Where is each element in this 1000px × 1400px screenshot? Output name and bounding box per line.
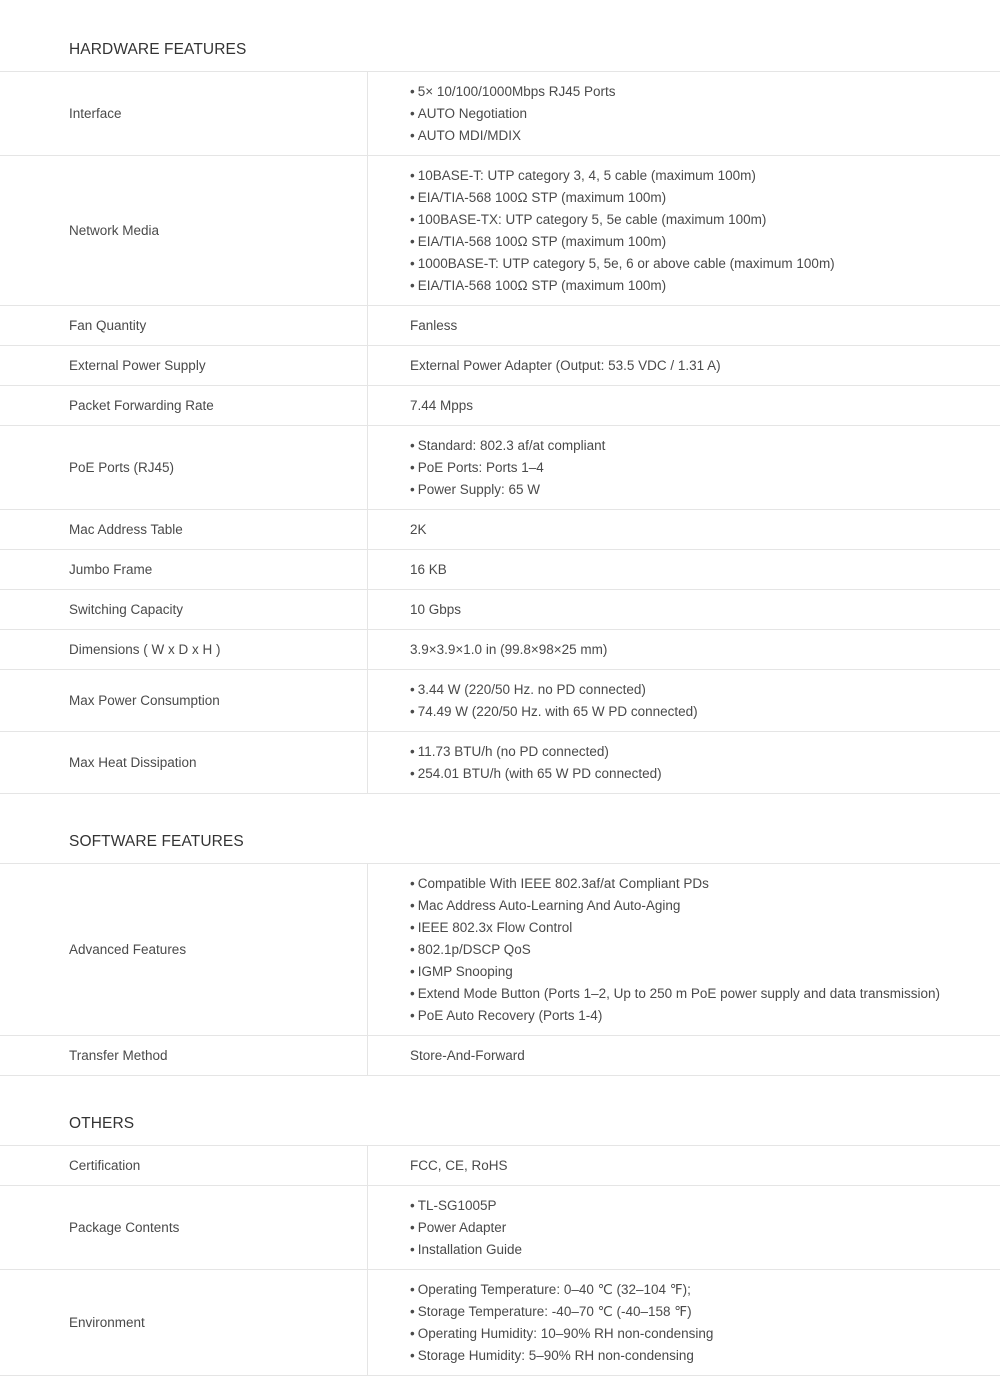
spec-row <box>0 426 1000 510</box>
spec-value-bullet: • EIA/TIA-568 100Ω STP (maximum 100m) <box>410 231 1000 253</box>
spec-value-text: 3.9×3.9×1.0 in (99.8×98×25 mm) <box>410 641 608 657</box>
spec-label: PoE Ports (RJ45) <box>0 426 368 509</box>
spec-section <box>0 794 1000 1076</box>
spec-value-bullet: • Power Adapter <box>410 1217 1000 1239</box>
spec-row <box>0 864 1000 1036</box>
spec-value-text: 10 Gbps <box>410 601 462 617</box>
spec-value-bullet: • Operating Humidity: 10–90% RH non-condensing <box>410 1323 1000 1345</box>
spec-label: Environment <box>0 1270 368 1375</box>
spec-value-bullet: • Storage Temperature: -40–70 ℃ (-40–158 ℉) <box>410 1301 1000 1323</box>
spec-value-bullet: • Operating Temperature: 0–40 ℃ (32–104 ℉); <box>410 1279 1000 1301</box>
spec-value-bullet: • 10BASE-T: UTP category 3, 4, 5 cable (maximum 100m) <box>410 165 1000 187</box>
spec-row <box>0 346 1000 386</box>
spec-label: External Power Supply <box>0 346 368 385</box>
spec-value <box>368 156 1000 305</box>
spec-value <box>368 630 1000 669</box>
spec-value-bullet: • EIA/TIA-568 100Ω STP (maximum 100m) <box>410 275 1000 297</box>
spec-section <box>0 1076 1000 1376</box>
spec-value-bullet: • 1000BASE-T: UTP category 5, 5e, 6 or above cable (maximum 100m) <box>410 253 1000 275</box>
spec-row <box>0 306 1000 346</box>
spec-value-text: 16 KB <box>410 561 447 577</box>
spec-value <box>368 732 1000 793</box>
spec-label: Packet Forwarding Rate <box>0 386 368 425</box>
spec-value <box>368 306 1000 345</box>
spec-value <box>368 1036 1000 1075</box>
spec-row <box>0 1186 1000 1270</box>
spec-value-bullet: • 3.44 W (220/50 Hz. no PD connected) <box>410 679 1000 701</box>
spec-value-bullet: • 254.01 BTU/h (with 65 W PD connected) <box>410 763 1000 785</box>
spec-value <box>368 1146 1000 1185</box>
spec-value-bullet: • Power Supply: 65 W <box>410 479 1000 501</box>
spec-value-text: Fanless <box>410 317 458 333</box>
spec-value-text: FCC, CE, RoHS <box>410 1157 508 1173</box>
spec-label: Package Contents <box>0 1186 368 1269</box>
spec-value-bullet: • 100BASE-TX: UTP category 5, 5e cable (maximum 100m) <box>410 209 1000 231</box>
spec-value-bullet: • PoE Ports: Ports 1–4 <box>410 457 1000 479</box>
spec-row <box>0 510 1000 550</box>
spec-value <box>368 550 1000 589</box>
spec-value-bullet: • IEEE 802.3x Flow Control <box>410 917 1000 939</box>
spec-value <box>368 426 1000 509</box>
spec-value-text: Store-And-Forward <box>410 1047 525 1063</box>
spec-value-bullet: • Installation Guide <box>410 1239 1000 1261</box>
section-title-text: OTHERS <box>69 1115 135 1132</box>
spec-value-bullet: • Mac Address Auto-Learning And Auto-Aging <box>410 895 1000 917</box>
spec-row <box>0 1146 1000 1186</box>
spec-value <box>368 1186 1000 1269</box>
spec-label: Fan Quantity <box>0 306 368 345</box>
spec-value-bullet: • AUTO MDI/MDIX <box>410 125 1000 147</box>
spec-value-bullet: • TL-SG1005P <box>410 1195 1000 1217</box>
spec-value-bullet: • 5× 10/100/1000Mbps RJ45 Ports <box>410 81 1000 103</box>
spec-value-bullet: • PoE Auto Recovery (Ports 1-4) <box>410 1005 1000 1027</box>
spec-label: Network Media <box>0 156 368 305</box>
spec-value-bullet: • Extend Mode Button (Ports 1–2, Up to 250 m PoE power supply and data transmission) <box>410 983 1000 1005</box>
spec-label: Dimensions ( W x D x H ) <box>0 630 368 669</box>
spec-value-bullet: • Compatible With IEEE 802.3af/at Compliant PDs <box>410 873 1000 895</box>
spec-value-text: External Power Adapter (Output: 53.5 VDC / 1.31 A) <box>410 357 721 373</box>
spec-label: Switching Capacity <box>0 590 368 629</box>
spec-value-bullet: • 11.73 BTU/h (no PD connected) <box>410 741 1000 763</box>
spec-label: Transfer Method <box>0 1036 368 1075</box>
spec-value-bullet: • Standard: 802.3 af/at compliant <box>410 435 1000 457</box>
spec-row <box>0 386 1000 426</box>
section-title-text: HARDWARE FEATURES <box>69 41 247 58</box>
spec-label: Jumbo Frame <box>0 550 368 589</box>
spec-label: Max Power Consumption <box>0 670 368 731</box>
spec-label: Max Heat Dissipation <box>0 732 368 793</box>
spec-row <box>0 550 1000 590</box>
spec-label: Advanced Features <box>0 864 368 1035</box>
section-title-text: SOFTWARE FEATURES <box>69 833 244 850</box>
section-title <box>0 1076 1000 1146</box>
spec-label: Interface <box>0 72 368 155</box>
spec-row <box>0 72 1000 156</box>
spec-row <box>0 732 1000 794</box>
spec-row <box>0 630 1000 670</box>
spec-value-bullet: • AUTO Negotiation <box>410 103 1000 125</box>
spec-value-bullet: • EIA/TIA-568 100Ω STP (maximum 100m) <box>410 187 1000 209</box>
spec-label: Mac Address Table <box>0 510 368 549</box>
spec-value <box>368 510 1000 549</box>
spec-value <box>368 72 1000 155</box>
spec-value <box>368 590 1000 629</box>
spec-value-bullet: • 802.1p/DSCP QoS <box>410 939 1000 961</box>
spec-value-bullet: • Storage Humidity: 5–90% RH non-condensing <box>410 1345 1000 1367</box>
spec-value <box>368 386 1000 425</box>
spec-value-bullet: • 74.49 W (220/50 Hz. with 65 W PD connected) <box>410 701 1000 723</box>
section-title <box>0 794 1000 864</box>
spec-value-bullet: • IGMP Snooping <box>410 961 1000 983</box>
spec-value-text: 2K <box>410 521 427 537</box>
spec-value <box>368 670 1000 731</box>
spec-row <box>0 670 1000 732</box>
spec-value <box>368 1270 1000 1375</box>
spec-row <box>0 590 1000 630</box>
spec-label: Certification <box>0 1146 368 1185</box>
spec-value <box>368 346 1000 385</box>
spec-row <box>0 1270 1000 1376</box>
spec-value <box>368 864 1000 1035</box>
section-title <box>0 0 1000 72</box>
spec-row <box>0 156 1000 306</box>
spec-value-text: 7.44 Mpps <box>410 397 474 413</box>
spec-row <box>0 1036 1000 1076</box>
